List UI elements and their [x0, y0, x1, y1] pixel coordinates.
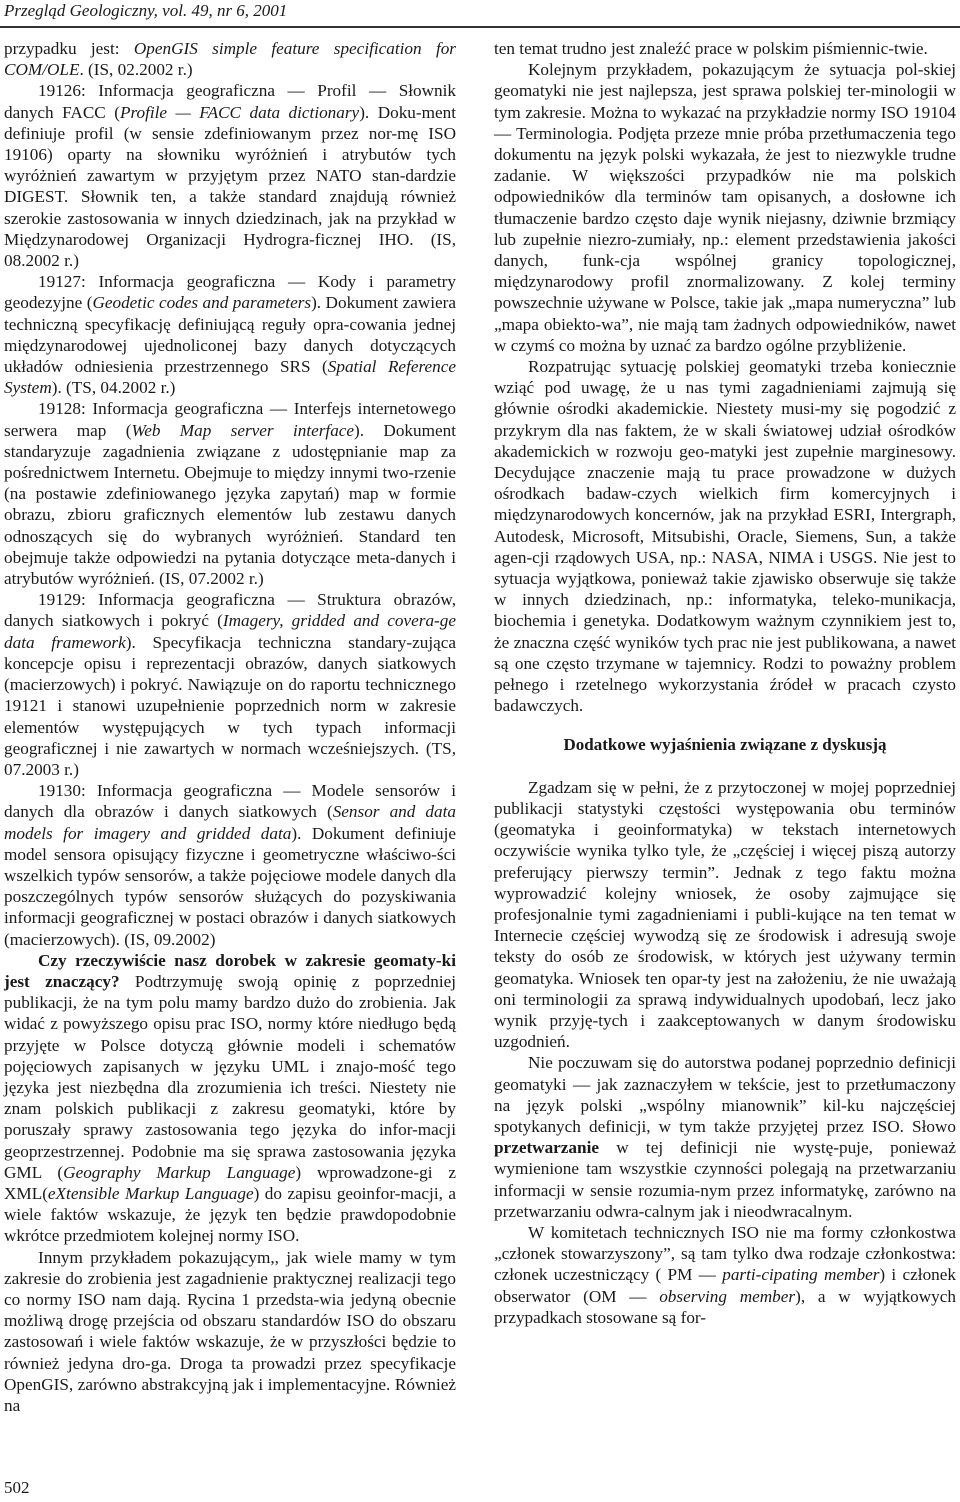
text-run: ). Dokument standaryzuje zagadnienia związane z udostępnianie map za pośrednictwem Internetu. Obejmuje to między innymi two-rzenie (na postawie zdefiniowanego języka zapytań) map w formie obrazu, zbioru graficznych elementów lub zestawu danych odnoszących się do wybranych wyróżnień. Standard ten obejmuje także odpowiedzi na pytania dotyczące meta-danych i atrybutów wyróżnień. (IS, 07.2002 r.) — [4, 420, 456, 589]
italic-text: OpenGIS simple feature specification for COM/OLE — [4, 39, 457, 80]
text-run: Dodatkowe wyjaśnienia związane z dyskusją — [563, 734, 887, 754]
text-run: ) do zapisu geoinfor-macji, a wiele faktów wskazuje, że język ten będzie prawdopodobnie wkrótce przedmiotem kolejnej normy ISO. — [4, 1183, 456, 1246]
text-run: przypadku jest: — [4, 39, 134, 58]
text-run: Rozpatrując sytuację polskiej geomatyki trzeba koniecznie wziąć pod uwagę, że u nas tymi zagadnieniami zajmują się głównie ośrodki akademickie. Niestety musi-my się pogodzić z przykrym dla nas faktem, że w skali światowej udział ośrodków akademickich w rozwoju geo-matyki jest zupełnie marginesowy. Decydujące znaczenie mają tu prace prowadzone w dużych ośrodkach badaw-czych wielkich firm komercyjnych i międzynarodowych koncernów, jak na przykład ESRI, Intergraph, Autodesk, Microsoft, Mitsubishi, Oracle, Siemens, Sun, a także agen-cji rządowych USA, np.: NASA, NIMA i USGS. Nie jest to sytuacja wyjątkowa, ponieważ takie zjawisko obserwuje się także w innych dziedzinach, np.: informatyka, teleko-munikacja, biochemia i genetyka. Dodatkowym ważnym czynnikiem jest to, że znaczna część wyników tych prac nie jest publikowana, a nawet są one często trzymane w tajemnicy. Rodzi to poważny problem pełnego i rzetelnego wykorzystania źródeł w pracach czysto badawczych. — [494, 357, 956, 716]
paragraph — [494, 38, 956, 59]
italic-text: eXtensible Markup Language — [47, 1183, 254, 1203]
text-run: 19127: Informacja geograficzna — Kody i parametry geodezyjne ( — [4, 272, 456, 313]
section-heading — [494, 734, 956, 755]
paragraph — [4, 38, 456, 80]
paragraph — [494, 1052, 956, 1222]
italic-text: Geodetic codes and parameters — [92, 293, 312, 313]
paragraph — [494, 777, 956, 1053]
paragraph — [4, 780, 456, 950]
italic-text: Sensor and data models for imagery and gridded data — [4, 802, 456, 843]
italic-text: Spatial Reference System — [4, 357, 456, 398]
text-run: Nie poczuwam się do autorstwa podanej poprzednio definicji geomatyki — jak zaznaczyłem w tekście, jest to przetłumaczony na język polski „wspólny mianownik” kil-ku najczęściej spotykanych definicji, w tym także przyjętej przez ISO. Słowo — [494, 1053, 956, 1136]
text-run: . (IS, 02.2002 r.) — [79, 60, 193, 80]
paragraph — [494, 59, 956, 356]
text-run: ). Dokument definiuje model sensora opisujący fizyczne i geometryczne właściwo-ści wszelkich typów sensorów, a także pojęciowe modele danych dla poszczególnych typów sensorów służących do pozyskiwania informacji geograficznej w postaci obrazów i danych siatkowych (macierzowych). (IS, 09.2002) — [4, 823, 456, 949]
text-run: 19126: Informacja geograficzna — Profil — Słownik danych FACC ( — [4, 81, 456, 122]
paragraph — [4, 589, 456, 780]
text-run: w tej definicji nie wystę-puje, ponieważ wymienione tam wszystkie czynności polegają na przetwarzaniu informacji w sensie rozumia-nym przez informatykę, zarówno na przetwarzaniu odwra-calnym jak i nieodwracalnym. — [494, 1138, 956, 1221]
paragraph — [494, 1222, 956, 1328]
text-run: Podtrzymuję swoją opinię z poprzedniej publikacji, że na tym polu mamy bardzo dużo do zrobienia. Jak widać z powyższego opisu prac ISO, normy które niedługo będą przyjęte w Polsce dotyczą głównie modeli i schematów pojęciowych zapisanych w języku UML i znajo-mość tego języka jest niezbędna dla zrozumienia ich treści. Niestety nie znam polskich publikacji z zakresu geomatyki, które by poruszały sprawy zastosowania tego języka do infor-macji geoprzestrzennej. Podobnie ma się sprawa zastosowania języka GML ( — [4, 971, 456, 1182]
text-run: ). Doku-ment definiuje profil (w sensie zdefiniowanym przez nor-mę ISO 19106) oparty na słowniku wyróżnień i atrybutów tych wyróżnień zawartym w przyjętym przez NATO stan-dardzie DIGEST. Słownik ten, a także standard znajdują również szerokie zastosowania w innych dziedzinach, jak na przykład w Międzynarodowej Organizacji Hydrogra-ficznej IHO. (IS, 08.2002 r.) — [4, 102, 456, 271]
paragraph — [4, 398, 456, 589]
italic-text: Web Map server interface — [131, 420, 355, 440]
paragraph — [4, 950, 456, 1247]
text-run: ). Specyfikacja techniczna standary-zująca koncepcje opisu i reprezentacji obrazów, danych siatkowych (macierzowych) i pokryć. Nawiązuje on do raportu technicznego 19121 i stanowi uzupełnienie poprzednich norm w zakresie elementów występujących w tych typach informacji geograficznej i nie zawartych w normach wcześniejszych. (TS, 07.2003 r.) — [4, 632, 456, 779]
text-run: 19128: Informacja geograficzna — Interfejs internetowego serwera map ( — [4, 399, 456, 440]
italic-text: Profile — FACC data dictionary — [119, 102, 360, 122]
italic-text: parti-cipating member — [722, 1265, 880, 1285]
text-run: W komitetach technicznych ISO nie ma formy członkostwa „członek stowarzyszony”, są tam tylko dwa rodzaje członkostwa: członek uczestniczący ( PM — — [494, 1222, 956, 1285]
text-run: ten temat trudno jest znaleźć prace w polskim piśmiennic-twie. — [494, 39, 928, 58]
italic-text: Geography Markup Language — [63, 1162, 296, 1182]
text-run: 19130: Informacja geograficzna — Modele sensorów i danych dla obrazów i danych siatkowych ( — [4, 781, 456, 822]
text-run: ). (TS, 04.2002 r.) — [51, 378, 176, 398]
page-number: 502 — [4, 1478, 30, 1497]
text-run: ). Dokument zawiera techniczną specyfikację definiującą reguły opra-cowania jednej międzynarodowej ujednoliconej bazy danych dotyczących układów odniesienia przestrzennego SRS ( — [4, 293, 457, 377]
text-run: ) i członek obserwator (OM — — [494, 1265, 956, 1306]
left-column — [4, 38, 456, 1416]
running-head: Przegląd Geologiczny, vol. 49, nr 6, 2001 — [4, 1, 288, 20]
bold-text: przetwarzanie — [494, 1138, 599, 1158]
paragraph — [4, 271, 456, 398]
text-run: Zgadzam się w pełni, że z przytoczonej w mojej poprzedniej publikacji statystyki częstości występowania obu terminów (geomatyka i geoinformatyka) w tekstach internetowych oczywiście wynika tylko tyle, że „częściej i więcej piszą autorzy preferujący pierwszy termin”. Jednak z tego faktu można wyprowadzić kolejny wniosek, że osoby zajmujące się profesjonalnie tymi zagadnieniami i publi-kujące na ten temat w Internecie częściej wywodzą się ze środowisk i adresują swoje teksty do osób ze środowisk, w których jest używany termin geomatyka. Wniosek ten opar-ty jest na założeniu, że nie uważają oni terminologii za sprawą indywidualnych upodobań, lecz jako wynik przyję-tych i zaakceptowanych w danym środowisku uzgodnień. — [494, 777, 956, 1052]
text-run: 19129: Informacja geograficzna — Struktura obrazów, danych siatkowych i pokryć ( — [4, 590, 456, 631]
text-run: ) wprowadzone-gi z XML( — [4, 1162, 456, 1203]
paragraph — [4, 80, 456, 271]
right-column — [494, 38, 956, 1328]
bold-text: Czy rzeczywiście nasz dorobek w zakresie geomaty-ki jest znaczący? — [4, 950, 456, 991]
paragraph — [4, 1247, 456, 1417]
italic-text: Imagery, gridded and covera-ge data framework — [4, 611, 456, 652]
header-rule — [0, 26, 960, 28]
text-run: ), a w wyjątkowych przypadkach stosowane są for- — [494, 1286, 957, 1327]
text-run: Kolejnym przykładem, pokazującym że sytuacja pol-skiej geomatyki nie jest najlepsza, jest sprawa polskiej ter-minologii w tym zakresie. Można to wykazać na przykładzie normy ISO 19104 — Terminologia. Podjęta przeze mnie próba przetłumaczenia tego dokumentu na język polski wykazała, że jest to niezwykle trudne zadanie. W większości przypadków nie ma polskich odpowiedników dla terminów tam opisanych, a dosłowne ich tłumaczenie bardzo często daje wynik niejasny, dziwnie brzmiący lub zupełnie niezro-zumiały, np.: element przedstawienia jakości danych, funk-cja wspólnej granicy topologicznej, międzynarodowy profil znormalizowany. Z kolej terminy powszechnie używane w Polsce, takie jak „mapa numeryczna” lub „mapa obiekto-wa”, nie mają tam żadnych odpowiedników, nawet w czymś co można by uznać za bardzo ogólne przybliżenie. — [494, 60, 956, 355]
text-run: Innym przykładem pokazującym,, jak wiele mamy w tym zakresie do zrobienia jest zagadnienie praktycznej realizacji tego co normy ISO nam dają. Rycina 1 przedsta-wia jedyną obecnie możliwą drogę przejścia od obszaru standardów ISO do obszaru zastosowań i wiele faktów wskazuje, że w przyszłości będzie to również jedyna dro-ga. Droga ta prowadzi przez specyfikacje OpenGIS, zarówno abstrakcyjną jak i implementacyjne. Również na — [4, 1247, 456, 1415]
italic-text: observing member — [659, 1286, 796, 1306]
paragraph — [494, 356, 956, 716]
